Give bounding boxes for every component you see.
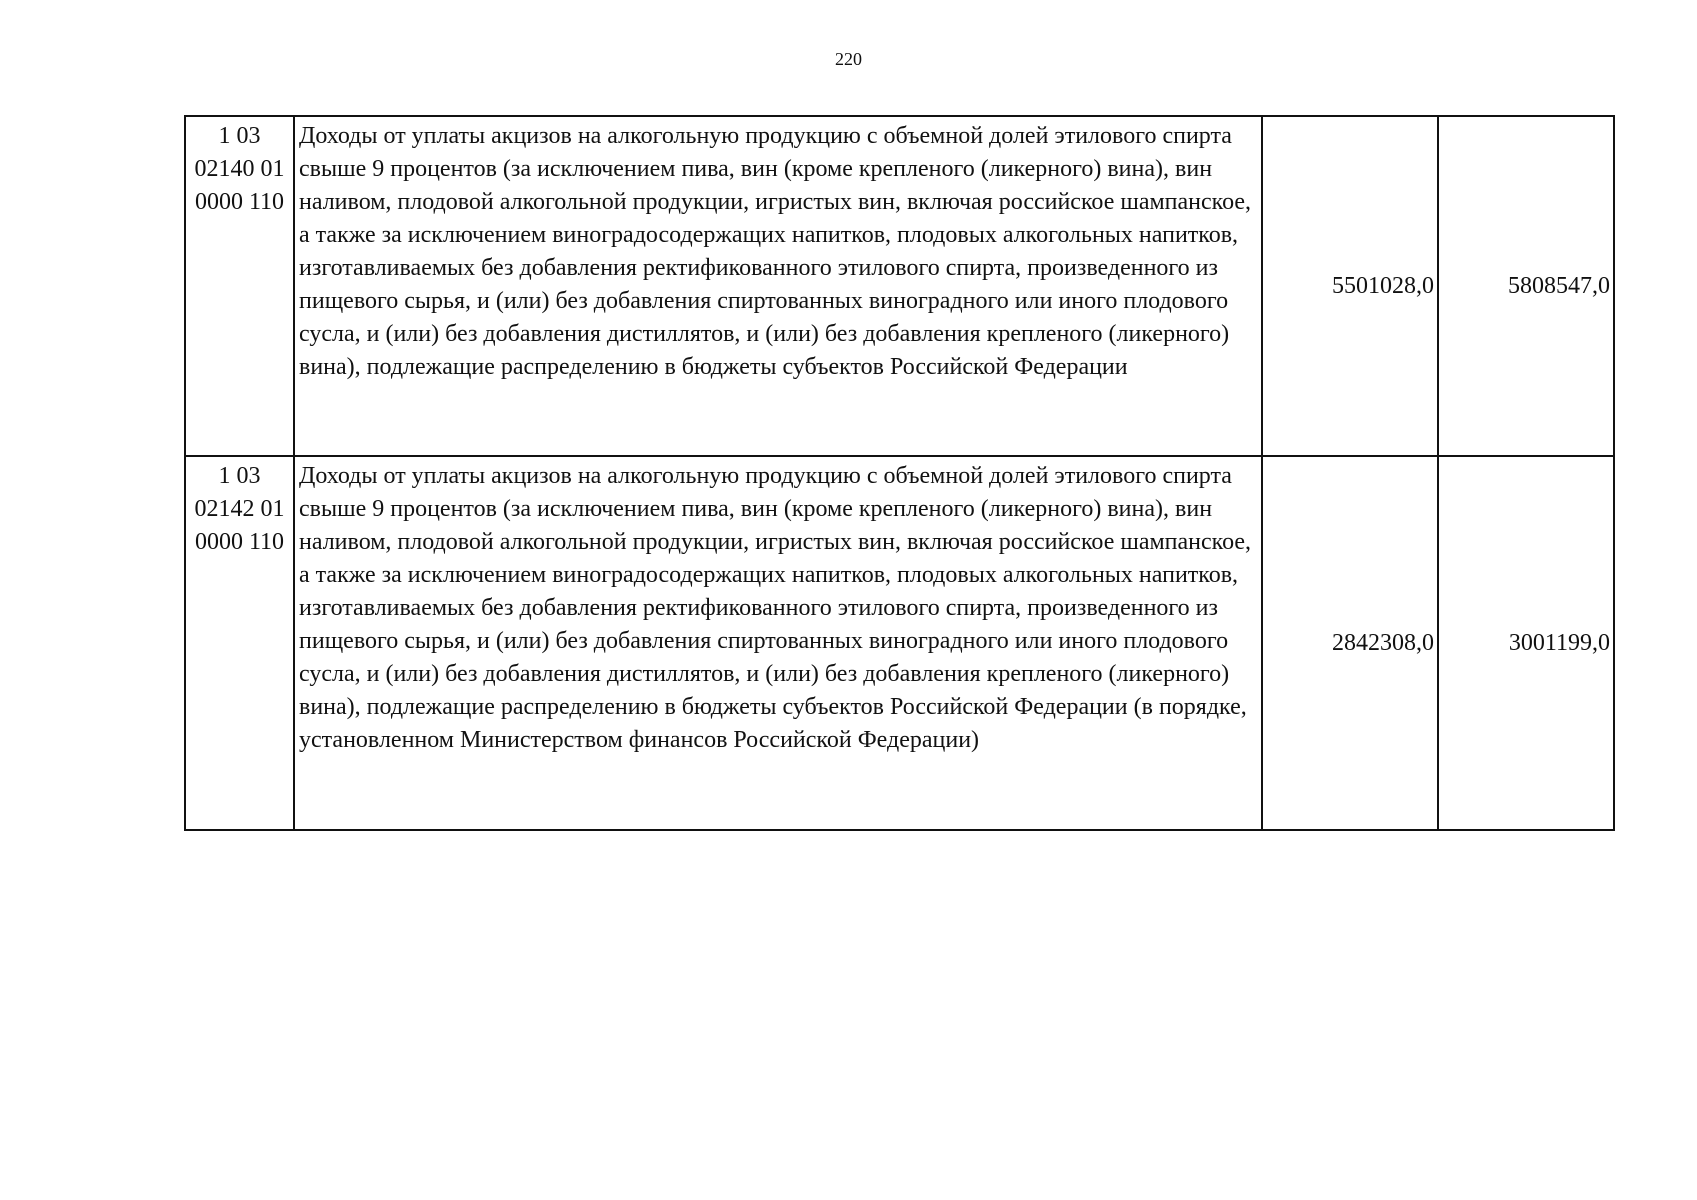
budget-code-line: 02140 01 [194,156,285,182]
budget-code-line: 1 03 [218,123,261,149]
page-number: 220 [835,49,862,69]
description-cell: Доходы от уплаты акцизов на алкогольную продукцию с объемной долей этилового спирта свыше 9 процентов (за исключением пива, вин (кроме крепленого (ликерного) вина), вин наливом, плодовой алкогольной продукции, игристых вин, включая российское шампанское, а также за исключением виноградосодержащих напитков, плодовых алкогольных напитков, изготавливаемых без добавления ректификованного этилового спирта, произведенного из пищевого сырья, и (или) без добавления спиртованных виноградного или иного плодового сусла, и (или) без добавления дистиллятов, и (или) без добавления крепленого (ликерного) вина), подлежащие распределению в бюджеты субъектов Российской Федерации (в порядке, установленном Министерством финансов Российской Федерации) [294,456,1262,830]
budget-code-line: 02142 01 [194,496,285,522]
budget-code-line: 1 03 [218,463,261,489]
budget-code-cell [185,456,294,830]
revenue-table [184,115,1615,831]
amount-cell-second: 5808547,0 [1438,116,1614,456]
description-cell: Доходы от уплаты акцизов на алкогольную продукцию с объемной долей этилового спирта свыше 9 процентов (за исключением пива, вин (кроме крепленого (ликерного) вина), вин наливом, плодовой алкогольной продукции, игристых вин, включая российское шампанское, а также за исключением виноградосодержащих напитков, плодовых алкогольных напитков, изготавливаемых без добавления ректификованного этилового спирта, произведенного из пищевого сырья, и (или) без добавления спиртованных виноградного или иного плодового сусла, и (или) без добавления дистиллятов, и (или) без добавления крепленого (ликерного) вина), подлежащие распределению в бюджеты субъектов Российской Федерации [294,116,1262,456]
budget-code-line: 0000 110 [194,189,285,215]
budget-code-cell [185,116,294,456]
table-row [185,116,1614,456]
budget-code-line: 0000 110 [194,529,285,555]
amount-cell-first: 2842308,0 [1262,456,1438,830]
table-row [185,456,1614,830]
amount-cell-second: 3001199,0 [1438,456,1614,830]
amount-cell-first: 5501028,0 [1262,116,1438,456]
